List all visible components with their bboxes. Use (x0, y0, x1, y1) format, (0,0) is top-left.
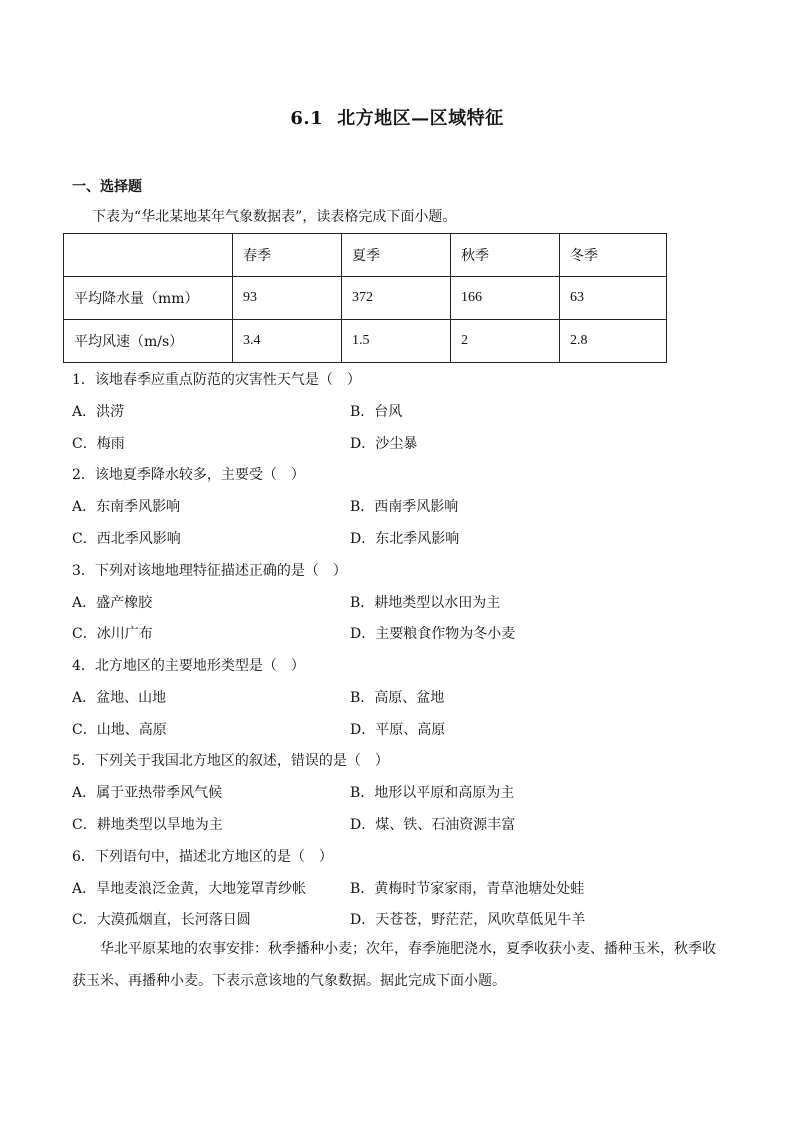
question-3-option-d: D．主要粮食作物为冬小麦 (350, 626, 516, 642)
table-header-row (64, 234, 667, 277)
table-cell: 63 (560, 277, 667, 320)
question-intro: 下表为“华北某地某年气象数据表”，读表格完成下面小题。 (92, 209, 457, 225)
table-cell: 93 (233, 277, 342, 320)
question-5-option-b: B．地形以平原和高原为主 (350, 785, 515, 801)
weather-data-table (63, 233, 667, 363)
question-2-option-b: B．西南季风影响 (350, 499, 459, 515)
title-number: 6.1 (290, 108, 324, 129)
table-header-cell: 夏季 (342, 234, 451, 277)
table-cell: 3.4 (233, 320, 342, 363)
table-row (64, 320, 667, 363)
question-6-option-d: D．天苍苍，野茫茫，风吹草低见牛羊 (350, 912, 586, 928)
question-5-option-d: D．煤、铁、石油资源丰富 (350, 817, 516, 833)
table-cell: 372 (342, 277, 451, 320)
question-3-stem: 3．下列对该地地理特征描述正确的是（ ） (72, 563, 347, 579)
section-heading: 一、选择题 (72, 179, 142, 195)
question-3-option-a: A．盛产橡胶 (72, 595, 153, 611)
question-6-option-b: B．黄梅时节家家雨，青草池塘处处蛙 (350, 881, 585, 897)
question-2-stem: 2．该地夏季降水较多，主要受（ ） (72, 467, 305, 483)
question-5-option-a: A．属于亚热带季风气候 (72, 785, 223, 801)
question-1-stem: 1．该地春季应重点防范的灾害性天气是（ ） (72, 372, 361, 388)
question-2-option-c: C．西北季风影响 (72, 531, 181, 547)
question-6-option-a: A．旱地麦浪泛金黄，大地笼罩青纱帐 (72, 881, 307, 897)
question-3-option-b: B．耕地类型以水田为主 (350, 595, 501, 611)
closing-paragraph (72, 933, 722, 997)
table-cell: 2 (451, 320, 560, 363)
question-5-stem: 5．下列关于我国北方地区的叙述，错误的是（ ） (72, 753, 389, 769)
question-4-stem: 4．北方地区的主要地形类型是（ ） (72, 658, 305, 674)
table-header-cell: 秋季 (451, 234, 560, 277)
question-2-option-a: A．东南季风影响 (72, 499, 181, 515)
question-1-option-a: A．洪涝 (72, 404, 125, 420)
table-cell: 166 (451, 277, 560, 320)
title-text: 北方地区—区域特征 (337, 108, 504, 129)
table-cell: 1.5 (342, 320, 451, 363)
table-header-cell: 春季 (233, 234, 342, 277)
question-1-option-d: D．沙尘暴 (350, 436, 418, 452)
question-2-option-d: D．东北季风影响 (350, 531, 460, 547)
question-6-option-c: C．大漠孤烟直，长河落日圆 (72, 912, 251, 928)
table-cell: 2.8 (560, 320, 667, 363)
table-header-cell (64, 234, 233, 277)
question-4-option-d: D．平原、高原 (350, 722, 446, 738)
table-row-label: 平均风速（m/s） (64, 320, 233, 363)
question-6-stem: 6．下列语句中，描述北方地区的是（ ） (72, 849, 333, 865)
closing-paragraph-text: 华北平原某地的农事安排：秋季播种小麦；次年，春季施肥浇水，夏季收获小麦、播种玉米，秋季收获玉米、再播种小麦。下表示意该地的气象数据。据此完成下面小题。 (72, 941, 716, 989)
table-row (64, 277, 667, 320)
question-4-option-b: B．高原、盆地 (350, 690, 445, 706)
table-row-label: 平均降水量（mm） (64, 277, 233, 320)
question-4-option-a: A．盆地、山地 (72, 690, 167, 706)
question-5-option-c: C．耕地类型以旱地为主 (72, 817, 223, 833)
question-3-option-c: C．冰川广布 (72, 626, 153, 642)
question-1-option-b: B．台风 (350, 404, 403, 420)
table-header-cell: 冬季 (560, 234, 667, 277)
question-1-option-c: C．梅雨 (72, 436, 125, 452)
page-title (0, 104, 794, 130)
question-4-option-c: C．山地、高原 (72, 722, 167, 738)
